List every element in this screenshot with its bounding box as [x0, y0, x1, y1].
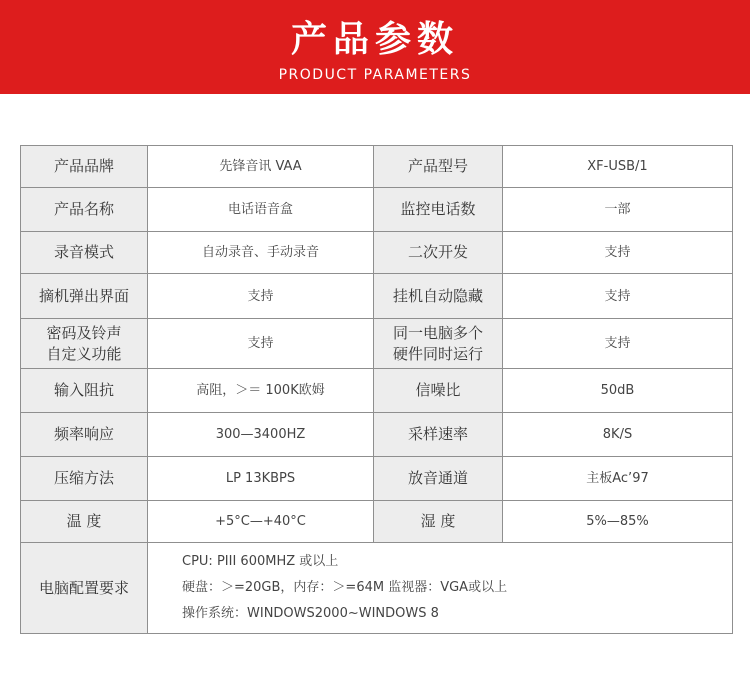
spec-label-line: 密码及铃声	[46, 323, 122, 342]
table-row	[21, 232, 733, 274]
spec-value: +5°C—+40°C	[148, 501, 374, 543]
spec-value: 支持	[148, 319, 374, 369]
spec-label: 输入阻抗	[21, 369, 148, 413]
spec-label: 挂机自动隐藏	[374, 274, 503, 319]
spec-value: 8K/S	[503, 413, 733, 457]
spec-label: 采样速率	[374, 413, 503, 457]
spec-label: 湿 度	[374, 501, 503, 543]
spec-label: 压缩方法	[21, 457, 148, 501]
spec-value: 支持	[503, 319, 733, 369]
spec-label: 监控电话数	[374, 188, 503, 232]
requirement-line: 操作系统：WINDOWS2000~WINDOWS 8	[182, 606, 439, 621]
spec-label: 产品型号	[374, 146, 503, 188]
spec-label-line: 硬件同时运行	[392, 344, 483, 363]
spec-label: 温 度	[21, 501, 148, 543]
requirements-value	[148, 543, 733, 634]
spec-label: 录音模式	[21, 232, 148, 274]
spec-value: 5%—85%	[503, 501, 733, 543]
spec-value: 支持	[503, 232, 733, 274]
table-row	[21, 457, 733, 501]
table-row	[21, 501, 733, 543]
spec-label: 电脑配置要求	[21, 543, 148, 634]
spec-table	[20, 145, 733, 634]
spec-label: 信噪比	[374, 369, 503, 413]
spec-value: 一部	[503, 188, 733, 232]
table-row	[21, 369, 733, 413]
spec-value: 高阻，＞＝ 100K欧姆	[148, 369, 374, 413]
page-title: 产品参数	[290, 19, 459, 60]
table-row	[21, 543, 733, 634]
requirement-line: CPU: PIII 600MHZ 或以上	[182, 554, 339, 569]
spec-value: 主板Ac’97	[503, 457, 733, 501]
spec-value: 支持	[148, 274, 374, 319]
spec-label-line: 同一电脑多个	[392, 323, 483, 342]
spec-label	[374, 319, 503, 369]
spec-value: 支持	[503, 274, 733, 319]
spec-value: 先锋音讯 VAA	[148, 146, 374, 188]
spec-value: XF-USB/1	[503, 146, 733, 188]
spec-label	[21, 319, 148, 369]
page-subtitle: PRODUCT PARAMETERS	[278, 67, 472, 83]
requirement-line: 硬盘：＞=20GB，内存：＞=64M 监视器：VGA或以上	[182, 580, 508, 595]
table-row	[21, 274, 733, 319]
spec-value: 自动录音、手动录音	[148, 232, 374, 274]
spec-label: 放音通道	[374, 457, 503, 501]
table-row	[21, 413, 733, 457]
table-row	[21, 319, 733, 369]
spec-value: 300—3400HZ	[148, 413, 374, 457]
spec-label: 产品品牌	[21, 146, 148, 188]
table-row	[21, 146, 733, 188]
spec-label: 二次开发	[374, 232, 503, 274]
spec-label: 频率响应	[21, 413, 148, 457]
spec-label: 摘机弹出界面	[21, 274, 148, 319]
spec-label-line: 自定义功能	[46, 344, 122, 363]
table-row	[21, 188, 733, 232]
spec-value: LP 13KBPS	[148, 457, 374, 501]
spec-label: 产品名称	[21, 188, 148, 232]
spec-value: 电话语音盒	[148, 188, 374, 232]
header-banner	[0, 0, 750, 94]
spec-value: 50dB	[503, 369, 733, 413]
